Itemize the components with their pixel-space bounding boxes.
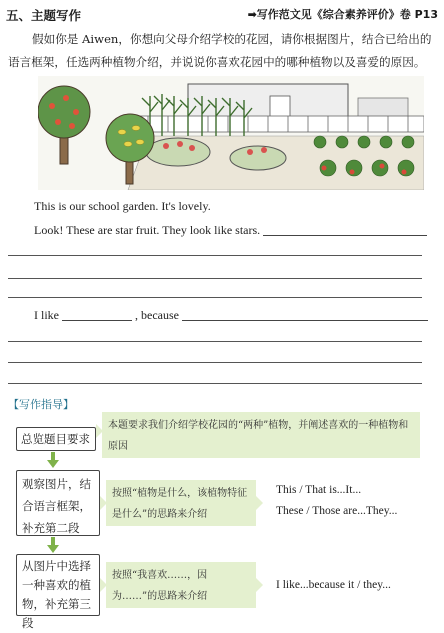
answer-line[interactable] (8, 297, 422, 298)
answer-blank[interactable] (263, 223, 427, 236)
pointer-icon (256, 496, 263, 510)
step-1-box: 总览题目要求 (16, 427, 96, 451)
answer-line[interactable] (8, 362, 422, 363)
writing-guide-title: 【写作指导】 (8, 398, 74, 411)
section-title: 五、主题写作 (6, 8, 82, 23)
writing-line-3 (34, 308, 428, 323)
answer-line[interactable] (8, 383, 422, 384)
step-2-note: 按照“植物是什么，该植物特征是什么”的思路来介绍 (106, 480, 256, 526)
writing-line-2-text: Look! These are star fruit. They look like stars. (34, 223, 261, 237)
answer-line[interactable] (8, 278, 422, 279)
step-3-note: 按照“我喜欢……，因为……”的思路来介绍 (106, 562, 256, 608)
reference-note: ➡写作范文见《综合素养评价》卷 P13 (247, 8, 438, 21)
step-3-english-1: I like...because it / they... (276, 579, 391, 591)
step-2-box: 观察图片，结合语言框架，补充第二段 (16, 470, 100, 536)
down-arrow-icon (47, 460, 59, 468)
school-garden-illustration (38, 76, 424, 190)
answer-line[interactable] (8, 255, 422, 256)
down-arrow-icon (51, 537, 55, 545)
header (6, 6, 438, 26)
plant-blank[interactable] (62, 308, 132, 321)
down-arrow-icon (47, 545, 59, 553)
down-arrow-icon (51, 452, 55, 460)
because-text: , because (135, 308, 179, 322)
writing-line-1: This is our school garden. It's lovely. (34, 199, 211, 213)
pointer-icon (256, 578, 263, 592)
answer-line[interactable] (8, 341, 422, 342)
i-like-text: I like (34, 308, 59, 322)
writing-line-2 (34, 223, 427, 238)
step-2-english-2: These / Those are...They... (276, 505, 398, 517)
step-1-note: 本题要求我们介绍学校花园的“两种”植物，并阐述喜欢的一种植物和原因 (102, 412, 420, 458)
step-3-box: 从图片中选择一种喜欢的植物，补充第三段 (16, 554, 100, 616)
writing-prompt: 假如你是 Aiwen，你想向父母介绍学校的花园，请你根据图片，结合已给出的语言框架，任选两种植物介绍，并说说你喜欢花园中的哪种植物以及喜爱的原因。 (8, 32, 432, 69)
reason-blank[interactable] (182, 308, 428, 321)
step-2-english-1: This / That is...It... (276, 484, 362, 496)
